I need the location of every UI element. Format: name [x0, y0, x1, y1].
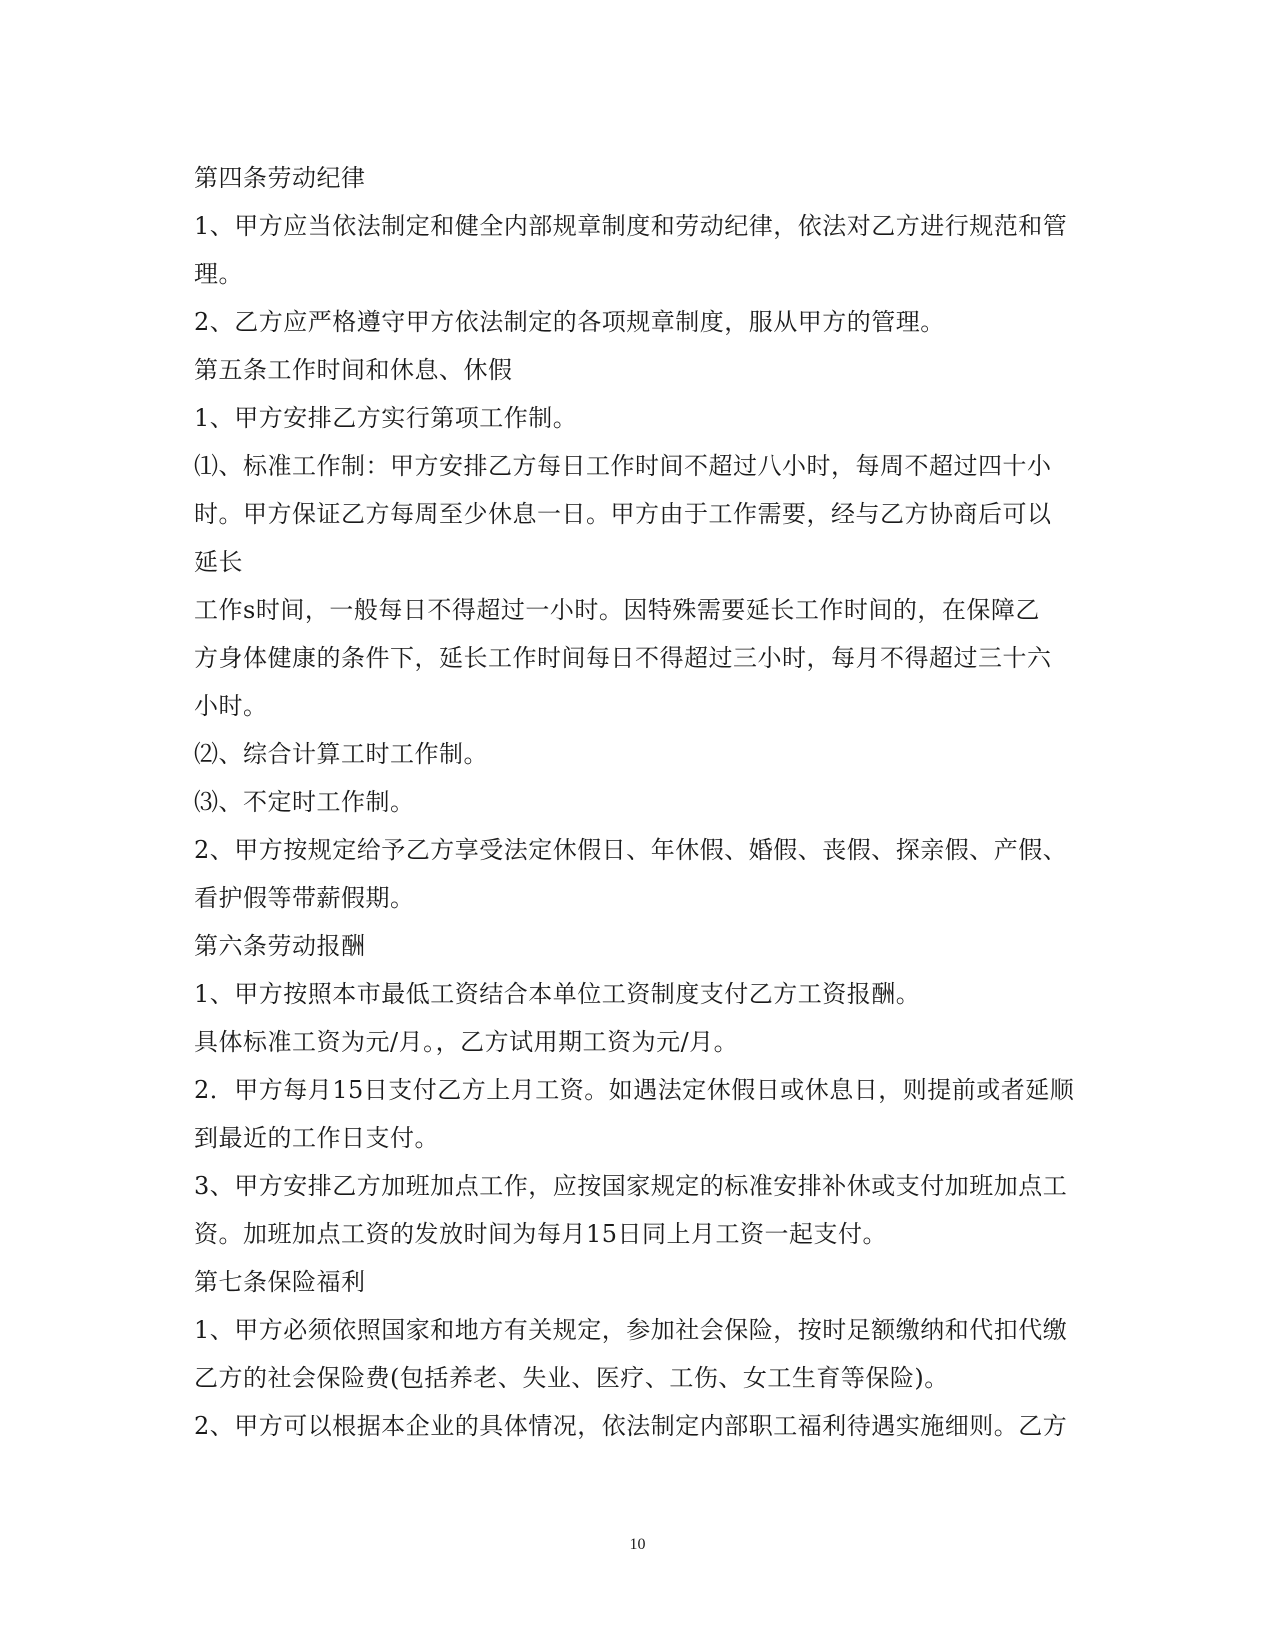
paragraph-line: 看护假等带薪假期。: [194, 884, 415, 912]
paragraph-line: 2、乙方应严格遵守甲方依法制定的各项规章制度，服从甲方的管理。: [194, 308, 945, 336]
paragraph-line: 2、甲方可以根据本企业的具体情况，依法制定内部职工福利待遇实施细则。乙方: [194, 1412, 1068, 1440]
paragraph-line: 方身体健康的条件下，延长工作时间每日不得超过三小时，每月不得超过三十六: [194, 644, 1052, 672]
paragraph-line: 乙方的社会保险费(包括养老、失业、医疗、工伤、女工生育等保险)。: [194, 1364, 949, 1392]
section-heading: 第七条保险福利: [194, 1268, 366, 1296]
paragraph-line: ⑶、不定时工作制。: [194, 788, 415, 816]
paragraph-line: 1、甲方应当依法制定和健全内部规章制度和劳动纪律，依法对乙方进行规范和管: [194, 212, 1068, 240]
paragraph-line: 1、甲方必须依照国家和地方有关规定，参加社会保险，按时足额缴纳和代扣代缴: [194, 1316, 1068, 1344]
paragraph-line: 延长: [194, 548, 243, 576]
paragraph-line: 工作s时间，一般每日不得超过一小时。因特殊需要延长工作时间的，在保障乙: [194, 596, 1040, 624]
document-body: [194, 154, 1094, 1450]
paragraph-line: 具体标准工资为元/月。，乙方试用期工资为元/月。: [194, 1028, 739, 1056]
paragraph-line: ⑴、标准工作制：甲方安排乙方每日工作时间不超过八小时，每周不超过四十小: [194, 452, 1052, 480]
section-heading: 第四条劳动纪律: [194, 164, 366, 192]
paragraph-line: 理。: [194, 260, 243, 288]
section-heading: 第六条劳动报酬: [194, 932, 366, 960]
paragraph-line: 3、甲方安排乙方加班加点工作，应按国家规定的标准安排补休或支付加班加点工: [194, 1172, 1068, 1200]
paragraph-line: 2．甲方每月15日支付乙方上月工资。如遇法定休假日或休息日，则提前或者延顺: [194, 1076, 1075, 1104]
section-heading: 第五条工作时间和休息、休假: [194, 356, 513, 384]
paragraph-line: 2、甲方按规定给予乙方享受法定休假日、年休假、婚假、丧假、探亲假、产假、: [194, 836, 1068, 864]
page-number: 10: [629, 1536, 646, 1553]
paragraph-line: 1、甲方安排乙方实行第项工作制。: [194, 404, 578, 432]
paragraph-line: 资。加班加点工资的发放时间为每月15日同上月工资一起支付。: [194, 1220, 888, 1248]
paragraph-line: ⑵、综合计算工时工作制。: [194, 740, 488, 768]
paragraph-line: 时。甲方保证乙方每周至少休息一日。甲方由于工作需要，经与乙方协商后可以: [194, 500, 1052, 528]
paragraph-line: 1、甲方按照本市最低工资结合本单位工资制度支付乙方工资报酬。: [194, 980, 921, 1008]
paragraph-line: 到最近的工作日支付。: [194, 1124, 439, 1152]
paragraph-line: 小时。: [194, 692, 268, 720]
